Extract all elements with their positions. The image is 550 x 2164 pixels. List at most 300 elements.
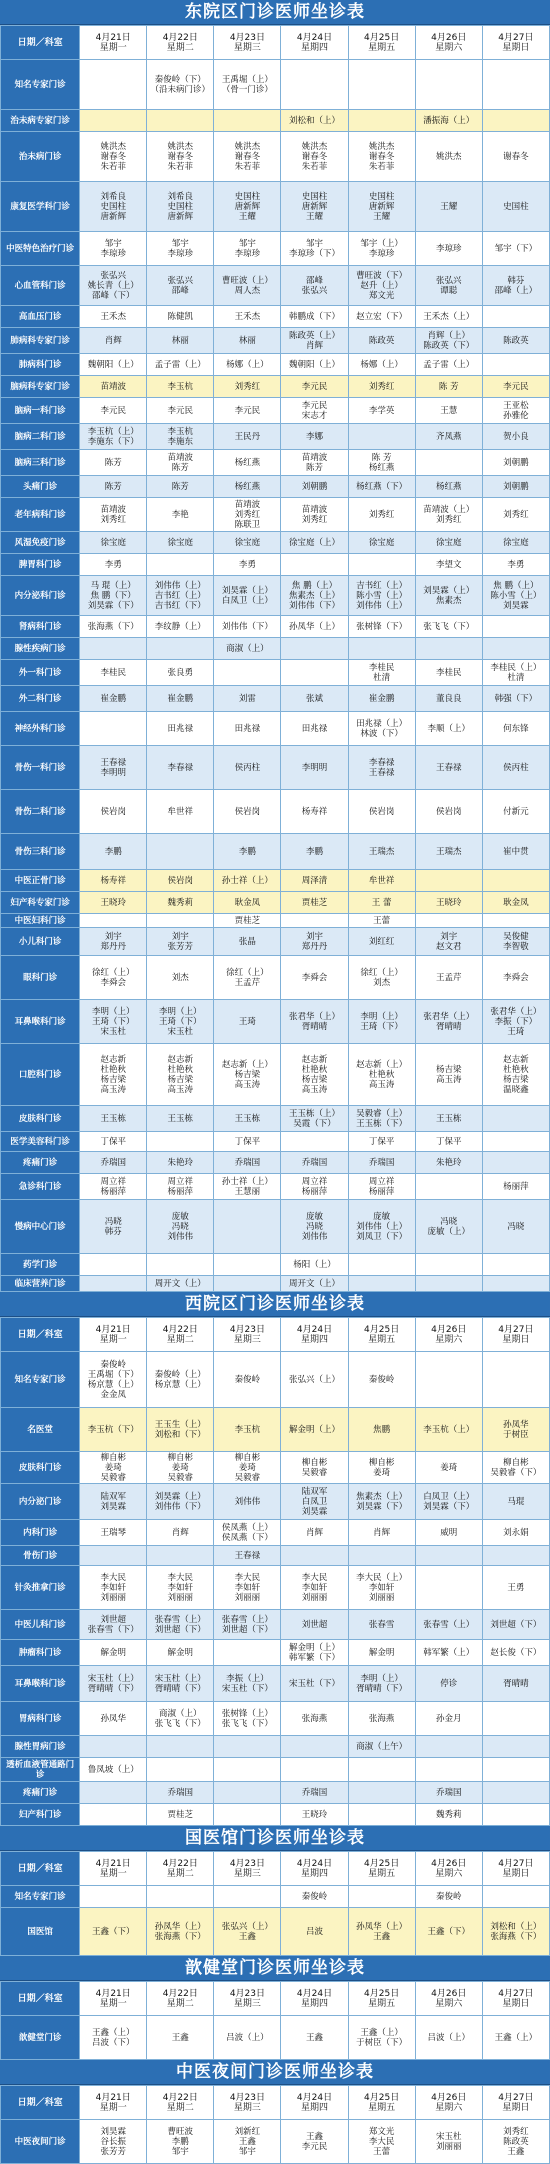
doctor-cell: 杨吉梁 高玉涛 xyxy=(415,1044,482,1106)
doctor-cell: 周泽清 xyxy=(281,870,348,892)
table-row xyxy=(1,1702,550,1736)
doctor-cell: 孟子雷（上） xyxy=(147,354,214,376)
doctor-cell xyxy=(80,1782,147,1804)
doctor-cell: 王禹堀（上） （骨一门诊） xyxy=(214,60,281,110)
doctor-cell: 乔瑞国 xyxy=(348,1152,415,1174)
department-label: 急诊科门诊 xyxy=(1,1174,80,1200)
doctor-cell: 齐凤燕 xyxy=(415,424,482,450)
doctor-cell: 张君华（上） 胥晴晴 xyxy=(281,1000,348,1044)
doctor-cell: 柳自彬 吴毅睿 xyxy=(281,1452,348,1484)
doctor-cell: 李元民 xyxy=(482,376,549,398)
doctor-cell xyxy=(147,638,214,660)
doctor-cell: 李振（上） 宋玉杜（下） xyxy=(214,1666,281,1702)
header-row xyxy=(1,1982,550,2016)
doctor-cell xyxy=(482,914,549,928)
doctor-cell: 徐宝庭 xyxy=(415,532,482,554)
table-row xyxy=(1,1640,550,1666)
doctor-cell: 刘昊霖（上） 焦素杰 xyxy=(415,576,482,616)
doctor-cell xyxy=(415,1736,482,1758)
doctor-cell: 陈芳 xyxy=(80,476,147,498)
doctor-cell: 李娜 xyxy=(281,424,348,450)
doctor-cell: 李桂民（上） 杜清 xyxy=(482,660,549,686)
doctor-cell: 刘红红 xyxy=(348,928,415,956)
doctor-cell: 姚洪杰 谢春冬 朱若菲 xyxy=(281,132,348,182)
doctor-cell: 解金明 xyxy=(147,1640,214,1666)
doctor-cell xyxy=(214,1782,281,1804)
date-header: 4月22日 星期二 xyxy=(147,26,214,60)
doctor-cell: 魏秀莉 xyxy=(147,892,214,914)
doctor-cell: 马琨 xyxy=(482,1484,549,1520)
doctor-cell: 肖辉（上） 陈政英（下） xyxy=(415,328,482,354)
doctor-cell: 邹宇 李琼珍 xyxy=(147,232,214,266)
date-header: 4月25日 星期五 xyxy=(348,2086,415,2120)
doctor-cell: 赵长俊（下） xyxy=(482,1640,549,1666)
doctor-cell: 李桂民 杜清 xyxy=(348,660,415,686)
doctor-cell xyxy=(281,914,348,928)
doctor-cell: 史国柱 xyxy=(482,182,549,232)
doctor-cell: 王玉栋 xyxy=(147,1106,214,1132)
doctor-cell: 刘伟伟 xyxy=(214,1484,281,1520)
doctor-cell: 庞敏 刘伟伟（上） 刘凤卫（下） xyxy=(348,1200,415,1254)
doctor-cell: 秦俊岭 xyxy=(214,1352,281,1408)
doctor-cell: 苗靖波 陈芳 xyxy=(147,450,214,476)
doctor-cell: 张弘兴（上） 王鑫 xyxy=(214,1908,281,1956)
table-row xyxy=(1,1044,550,1106)
doctor-cell xyxy=(415,870,482,892)
doctor-cell: 赵志新（上） 杜艳秋 高玉涛 xyxy=(348,1044,415,1106)
doctor-cell: 姚洪杰 谢春冬 朱若菲 xyxy=(348,132,415,182)
department-label: 耳鼻喉科门诊 xyxy=(1,1666,80,1702)
doctor-cell: 孙金月 xyxy=(415,1702,482,1736)
doctor-cell: 刘伟伟（下） xyxy=(214,616,281,638)
date-header: 4月22日 星期二 xyxy=(147,2086,214,2120)
doctor-cell: 王鑫 xyxy=(281,2016,348,2060)
doctor-cell: 李舜会 xyxy=(281,956,348,1000)
date-header: 4月26日 星期六 xyxy=(415,1852,482,1886)
department-label: 知名专家门诊 xyxy=(1,1886,80,1908)
date-header: 4月22日 星期二 xyxy=(147,1852,214,1886)
doctor-cell xyxy=(147,914,214,928)
doctor-cell: 崔金鹏 xyxy=(80,686,147,712)
doctor-cell: 陈政英（上） 肖辉 xyxy=(281,328,348,354)
doctor-cell: 李玉杭（下） xyxy=(80,1408,147,1452)
doctor-cell xyxy=(147,1736,214,1758)
department-label: 名医堂 xyxy=(1,1408,80,1452)
doctor-cell: 吕波 xyxy=(281,1908,348,1956)
doctor-cell: 冯晓 庞敏（上） xyxy=(415,1200,482,1254)
doctor-cell xyxy=(482,110,549,132)
department-label: 内科门诊 xyxy=(1,1520,80,1546)
doctor-cell: 李元民 xyxy=(80,398,147,424)
doctor-cell: 邹宇 李琼珍 xyxy=(80,232,147,266)
doctor-cell: 李鹏 xyxy=(214,834,281,870)
doctor-cell: 张飞飞（下） xyxy=(415,616,482,638)
department-label: 皮肤科门诊 xyxy=(1,1452,80,1484)
doctor-cell: 耿金凤 xyxy=(482,892,549,914)
doctor-cell: 朱艳玲 xyxy=(415,1152,482,1174)
doctor-cell: 李明（上） 王琦（下） xyxy=(348,1000,415,1044)
table-row xyxy=(1,1666,550,1702)
doctor-cell: 陈芳 xyxy=(80,450,147,476)
doctor-cell xyxy=(415,60,482,110)
doctor-cell: 王耀 xyxy=(415,182,482,232)
doctor-cell: 王春禄 李明明 xyxy=(80,746,147,790)
doctor-cell xyxy=(482,870,549,892)
doctor-cell: 周立祥 杨丽萍 xyxy=(281,1174,348,1200)
table-row xyxy=(1,892,550,914)
doctor-cell: 刘昊霖（上） 刘伟伟（下） xyxy=(147,1484,214,1520)
doctor-cell: 杨丽萍 xyxy=(482,1174,549,1200)
doctor-cell: 韩强（下） xyxy=(482,686,549,712)
doctor-cell xyxy=(482,1886,549,1908)
doctor-cell: 王 蕾 xyxy=(348,892,415,914)
doctor-cell xyxy=(281,1758,348,1782)
doctor-cell: 刘宇 郑丹丹 xyxy=(281,928,348,956)
doctor-cell: 刘新红 王鑫 邹宇 xyxy=(214,2120,281,2164)
doctor-cell: 肖辉 xyxy=(281,1520,348,1546)
doctor-cell: 韩芬 邵峰（上） xyxy=(482,266,549,306)
doctor-cell xyxy=(415,638,482,660)
doctor-cell: 魏朝阳（上） xyxy=(281,354,348,376)
table-row xyxy=(1,928,550,956)
table-row xyxy=(1,232,550,266)
doctor-cell xyxy=(147,834,214,870)
doctor-cell: 李大民 李如轩 刘丽丽 xyxy=(80,1566,147,1610)
table-row xyxy=(1,1736,550,1758)
doctor-cell: 吴俊健 李智敬 xyxy=(482,928,549,956)
doctor-cell: 陈芳 xyxy=(147,476,214,498)
doctor-cell: 张海燕 xyxy=(281,1702,348,1736)
doctor-cell: 胥晴晴 xyxy=(482,1666,549,1702)
doctor-cell: 王瑞杰 xyxy=(415,834,482,870)
date-header: 4月23日 星期三 xyxy=(214,26,281,60)
department-label: 外一科门诊 xyxy=(1,660,80,686)
table-row xyxy=(1,746,550,790)
table-row xyxy=(1,1546,550,1566)
doctor-cell: 庞敏 冯晓 刘伟伟 xyxy=(281,1200,348,1254)
doctor-cell: 李鹏 xyxy=(80,834,147,870)
doctor-cell: 田兆禄 xyxy=(281,712,348,746)
date-header: 4月25日 星期五 xyxy=(348,1318,415,1352)
doctor-cell: 宋玉杜（上） 胥晴晴（下） xyxy=(80,1666,147,1702)
doctor-cell: 王鑫 李元民 xyxy=(281,2120,348,2164)
doctor-cell xyxy=(348,1804,415,1826)
doctor-cell: 张春雪（上） 刘世超（下） xyxy=(214,1610,281,1640)
doctor-cell: 刘秀红 xyxy=(214,376,281,398)
section-title: 西院区门诊医师坐诊表 xyxy=(0,1292,550,1317)
department-label: 骨伤一科门诊 xyxy=(1,746,80,790)
doctor-cell: 丁保平 xyxy=(415,1132,482,1152)
doctor-cell: 柳自彬 姜琦 吴毅睿 xyxy=(147,1452,214,1484)
doctor-cell: 王玉栋 xyxy=(80,1106,147,1132)
doctor-cell: 姚洪杰 谢春冬 朱若菲 xyxy=(80,132,147,182)
doctor-cell: 王春禄 xyxy=(214,1546,281,1566)
department-label: 腺性疾病门诊 xyxy=(1,638,80,660)
doctor-cell xyxy=(214,1758,281,1782)
date-header: 4月21日 星期一 xyxy=(80,1982,147,2016)
doctor-cell: 李春禄 xyxy=(147,746,214,790)
table-row xyxy=(1,686,550,712)
date-header: 4月24日 星期四 xyxy=(281,26,348,60)
date-header: 4月27日 星期日 xyxy=(482,1318,549,1352)
doctor-cell: 刘杰 xyxy=(147,956,214,1000)
section-title: 东院区门诊医师坐诊表 xyxy=(0,0,550,25)
doctor-cell: 牟世祥 xyxy=(348,870,415,892)
doctor-cell: 鲁凤坡（上） xyxy=(80,1758,147,1782)
doctor-cell: 刘朝鹏 xyxy=(482,476,549,498)
doctor-cell: 崔金鹏 xyxy=(147,686,214,712)
doctor-cell: 刘世超（下） xyxy=(482,1610,549,1640)
doctor-cell xyxy=(147,1254,214,1276)
doctor-cell: 柳自彬 姜琦 xyxy=(348,1452,415,1484)
department-label: 脑病二科门诊 xyxy=(1,424,80,450)
doctor-cell xyxy=(214,1200,281,1254)
doctor-cell: 张良勇 xyxy=(147,660,214,686)
doctor-cell: 侯岩岗 xyxy=(415,790,482,834)
department-label: 脑病三科门诊 xyxy=(1,450,80,476)
header-row xyxy=(1,1318,550,1352)
doctor-cell: 苗靖波 xyxy=(80,376,147,398)
doctor-cell: 王勇 xyxy=(482,1566,549,1610)
department-label: 头痛门诊 xyxy=(1,476,80,498)
doctor-cell: 李大民（上） 李如轩 刘丽丽 xyxy=(348,1566,415,1610)
date-header: 4月25日 星期五 xyxy=(348,26,415,60)
doctor-cell: 刘松和（上） 张海燕（下） xyxy=(482,1908,549,1956)
doctor-cell: 秦俊岭（上） 杨京慧（上） xyxy=(147,1352,214,1408)
department-label: 肺病科专家门诊 xyxy=(1,328,80,354)
doctor-cell xyxy=(415,1174,482,1200)
doctor-cell xyxy=(482,1132,549,1152)
doctor-cell: 张春雪（上） 刘世超（下） xyxy=(147,1610,214,1640)
doctor-cell: 付新元 xyxy=(482,790,549,834)
doctor-cell: 杨娜（上） xyxy=(348,354,415,376)
doctor-cell: 徐宝庭 xyxy=(214,532,281,554)
schedule-table xyxy=(0,2085,550,2164)
department-label: 透析血液管通路门诊 xyxy=(1,1758,80,1782)
doctor-cell xyxy=(348,60,415,110)
table-row xyxy=(1,132,550,182)
doctor-cell: 王蕾 xyxy=(348,914,415,928)
table-row xyxy=(1,1000,550,1044)
department-label: 治未病专家门诊 xyxy=(1,110,80,132)
doctor-cell: 商淑（上） 张飞飞（下） xyxy=(147,1702,214,1736)
department-label: 治未病门诊 xyxy=(1,132,80,182)
doctor-cell xyxy=(147,554,214,576)
doctor-cell: 邹宇（下） xyxy=(482,232,549,266)
doctor-cell: 李舜会 xyxy=(482,956,549,1000)
department-label: 口腔科门诊 xyxy=(1,1044,80,1106)
date-header: 4月21日 星期一 xyxy=(80,1318,147,1352)
doctor-cell: 陈政英 xyxy=(482,328,549,354)
doctor-cell: 张弘兴 谭聪 xyxy=(415,266,482,306)
doctor-cell: 肖辉 xyxy=(348,1520,415,1546)
department-label: 肺病科门诊 xyxy=(1,354,80,376)
doctor-cell: 徐红（上） 李舜会 xyxy=(80,956,147,1000)
doctor-cell: 李鹏 xyxy=(281,834,348,870)
doctor-cell xyxy=(348,1546,415,1566)
doctor-cell: 王琦 xyxy=(214,1000,281,1044)
doctor-cell: 苗靖波（上） 刘秀红 xyxy=(415,498,482,532)
doctor-cell: 曹旺波（上） 周人杰 xyxy=(214,266,281,306)
doctor-cell xyxy=(415,1566,482,1610)
doctor-cell: 冯晓 韩芬 xyxy=(80,1200,147,1254)
table-row xyxy=(1,1908,550,1956)
doctor-cell xyxy=(482,1804,549,1826)
date-header: 4月22日 星期二 xyxy=(147,1318,214,1352)
doctor-cell: 秦俊岭 xyxy=(281,1886,348,1908)
department-label: 老年病科门诊 xyxy=(1,498,80,532)
doctor-cell: 刘秀红 xyxy=(348,376,415,398)
department-label: 脑病一科门诊 xyxy=(1,398,80,424)
doctor-cell: 陈健凯 xyxy=(147,306,214,328)
doctor-cell: 李玉杭 xyxy=(214,1408,281,1452)
doctor-cell: 王春禄 xyxy=(415,746,482,790)
department-label: 中医儿科门诊 xyxy=(1,1610,80,1640)
corner-header: 日期／科室 xyxy=(1,2086,80,2120)
doctor-cell: 吴毅睿（上） 王玉栋（下） xyxy=(348,1106,415,1132)
doctor-cell: 侯岩岗 xyxy=(348,790,415,834)
department-label: 胃病科门诊 xyxy=(1,1702,80,1736)
table-row xyxy=(1,660,550,686)
table-row xyxy=(1,1758,550,1782)
doctor-cell: 张海燕 xyxy=(348,1702,415,1736)
doctor-cell: 潘振海（上） xyxy=(415,110,482,132)
doctor-cell: 焦 鹏（上） 焦素杰（上） 刘伟伟（下） xyxy=(281,576,348,616)
doctor-cell: 史国柱 唐新辉 王耀 xyxy=(214,182,281,232)
table-row xyxy=(1,424,550,450)
doctor-cell: 张树锋（上） 张飞飞（下） xyxy=(214,1702,281,1736)
doctor-cell: 李元民 xyxy=(281,376,348,398)
department-label: 腺性胃病门诊 xyxy=(1,1736,80,1758)
schedule-table xyxy=(0,1851,550,1956)
doctor-cell: 李望文 xyxy=(415,554,482,576)
doctor-cell: 林丽 xyxy=(214,328,281,354)
doctor-cell: 马 琨（上） 焦 鹏（下） 刘昊霖（下） xyxy=(80,576,147,616)
doctor-cell: 乔瑞国 xyxy=(80,1152,147,1174)
doctor-cell: 王晓玲 xyxy=(281,1804,348,1826)
doctor-cell: 王鑫（下） xyxy=(415,1908,482,1956)
doctor-cell xyxy=(214,1804,281,1826)
doctor-cell: 张君华（上） 李振（下） 王琦 xyxy=(482,1000,549,1044)
doctor-cell: 王晓玲 xyxy=(80,892,147,914)
doctor-cell: 宋玉杜 刘丽丽 xyxy=(415,2120,482,2164)
doctor-cell: 刘伟伟（上） 吉书红（上） 吉书红（下） xyxy=(147,576,214,616)
doctor-cell xyxy=(80,1546,147,1566)
doctor-cell xyxy=(482,306,549,328)
doctor-cell: 王瑞琴 xyxy=(80,1520,147,1546)
table-row xyxy=(1,1352,550,1408)
doctor-cell xyxy=(214,1886,281,1908)
doctor-cell: 李勇 xyxy=(80,554,147,576)
table-row xyxy=(1,60,550,110)
doctor-cell xyxy=(415,914,482,928)
doctor-cell: 林丽 xyxy=(147,328,214,354)
doctor-cell: 王玉栋（上） 吴霞（下） xyxy=(281,1106,348,1132)
date-header: 4月24日 星期四 xyxy=(281,2086,348,2120)
doctor-cell: 杨娜（上） xyxy=(214,354,281,376)
doctor-cell: 杨红燕 xyxy=(214,476,281,498)
department-label: 脑病科专家门诊 xyxy=(1,376,80,398)
doctor-cell: 王鑫 xyxy=(147,2016,214,2060)
doctor-cell: 田兆禄 xyxy=(214,712,281,746)
doctor-cell xyxy=(482,1736,549,1758)
doctor-cell: 朱艳玲 xyxy=(147,1152,214,1174)
doctor-cell: 贾桂芝 xyxy=(214,914,281,928)
doctor-cell: 王民丹 xyxy=(214,424,281,450)
doctor-cell: 孟子雷（上） xyxy=(415,354,482,376)
table-row xyxy=(1,476,550,498)
department-label: 临床营养门诊 xyxy=(1,1276,80,1292)
doctor-cell: 李勇 xyxy=(214,554,281,576)
doctor-cell: 王鑫（上） xyxy=(482,2016,549,2060)
doctor-cell: 张晶 xyxy=(214,928,281,956)
doctor-cell xyxy=(348,1782,415,1804)
doctor-cell xyxy=(482,1152,549,1174)
doctor-cell: 刘秀红 xyxy=(348,498,415,532)
corner-header: 日期／科室 xyxy=(1,1852,80,1886)
department-label: 耳鼻喉科门诊 xyxy=(1,1000,80,1044)
section-title: 中医夜间门诊医师坐诊表 xyxy=(0,2060,550,2085)
doctor-cell: 肖辉 xyxy=(147,1520,214,1546)
schedule-table xyxy=(0,1317,550,1826)
doctor-cell xyxy=(482,1254,549,1276)
doctor-cell: 孙凤华 xyxy=(80,1702,147,1736)
doctor-cell xyxy=(348,424,415,450)
doctor-cell: 周开文（上） xyxy=(147,1276,214,1292)
doctor-cell: 王禾杰 xyxy=(214,306,281,328)
doctor-cell xyxy=(482,1702,549,1736)
doctor-cell: 李明（上） 胥晴晴（下） xyxy=(348,1666,415,1702)
schedule-table xyxy=(0,1981,550,2060)
doctor-cell: 王亚松 孙雅伦 xyxy=(482,398,549,424)
doctor-cell: 张春雪 xyxy=(348,1610,415,1640)
doctor-cell: 李明（上） 王琦（下） 宋玉杜 xyxy=(80,1000,147,1044)
doctor-cell: 刘世超 张春雪（下） xyxy=(80,1610,147,1640)
doctor-cell xyxy=(482,1546,549,1566)
doctor-cell: 李元民 宋志才 xyxy=(281,398,348,424)
doctor-cell: 乔瑞国 xyxy=(214,1152,281,1174)
doctor-cell: 徐红（上） 刘杰 xyxy=(348,956,415,1000)
doctor-cell xyxy=(80,914,147,928)
table-row xyxy=(1,328,550,354)
doctor-cell: 赵志新 杜艳秋 杨吉梁 高玉涛 xyxy=(80,1044,147,1106)
doctor-cell: 姚洪杰 谢春冬 朱若菲 xyxy=(147,132,214,182)
doctor-cell: 李元民 xyxy=(147,398,214,424)
doctor-cell xyxy=(482,638,549,660)
doctor-cell: 杨寿祥 xyxy=(281,790,348,834)
doctor-cell xyxy=(348,1886,415,1908)
doctor-cell: 苗靖波 刘秀红 xyxy=(80,498,147,532)
doctor-cell xyxy=(80,60,147,110)
doctor-cell: 刘昊霖 谷长振 张芳芳 xyxy=(80,2120,147,2164)
doctor-cell: 耿金凤 xyxy=(214,892,281,914)
doctor-cell: 白凤卫（上） 刘昊霖（下） xyxy=(415,1484,482,1520)
doctor-cell: 肖辉 xyxy=(80,328,147,354)
table-row xyxy=(1,398,550,424)
date-header: 4月22日 星期二 xyxy=(147,1982,214,2016)
doctor-cell: 刘希良 史国柱 唐新辉 xyxy=(80,182,147,232)
header-row xyxy=(1,2086,550,2120)
doctor-cell: 孙凤华（上） 王鑫 xyxy=(348,1908,415,1956)
department-label: 药学门诊 xyxy=(1,1254,80,1276)
table-row xyxy=(1,870,550,892)
doctor-cell xyxy=(348,110,415,132)
header-row xyxy=(1,1852,550,1886)
doctor-cell xyxy=(281,660,348,686)
department-label: 眼科门诊 xyxy=(1,956,80,1000)
table-row xyxy=(1,1106,550,1132)
doctor-cell: 侯岩岗 xyxy=(214,790,281,834)
